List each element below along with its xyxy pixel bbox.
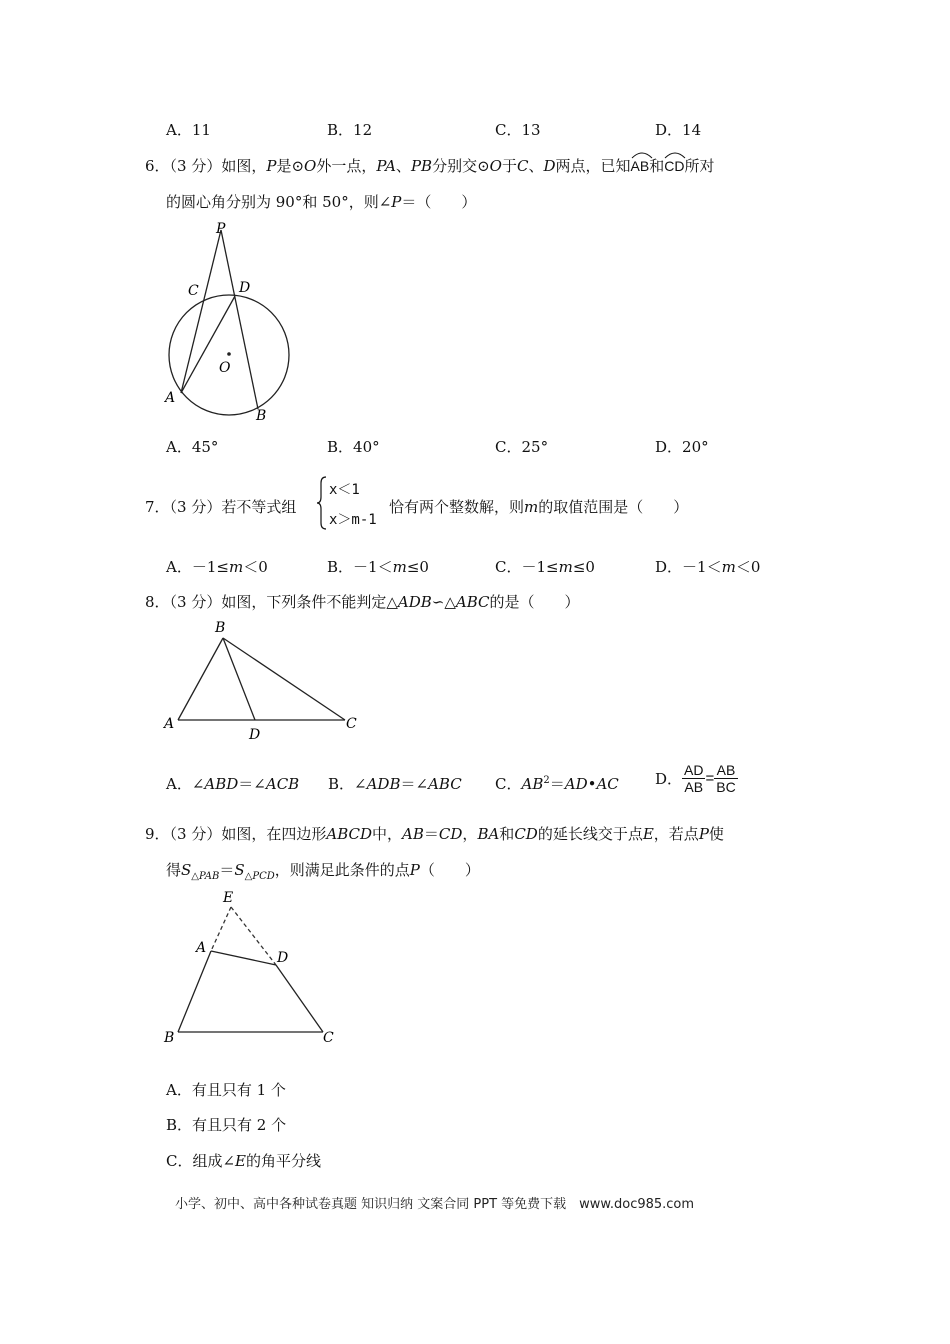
q7-text: 的取值范围是（ ） — [538, 498, 689, 516]
q6-text: 两点，已知 — [555, 157, 631, 175]
q7-var: m — [228, 558, 244, 576]
q8-label-d: D — [249, 727, 261, 743]
q9-var: E — [235, 1152, 246, 1170]
q6-var: P — [266, 157, 277, 175]
q5-option-b: B．12 — [327, 121, 373, 139]
q9-text: （3 分）如图，在四边形 — [169, 825, 327, 843]
q7-text: 恰有两个整数解，则 — [389, 498, 525, 516]
q9-var: AB — [402, 825, 424, 843]
q6-line-pb — [221, 230, 258, 409]
q6-arc-cd — [664, 155, 684, 174]
q9-option-b: B．有且只有 2 个 — [166, 1116, 287, 1134]
q9-opt-text: 的角平分线 — [246, 1152, 322, 1170]
q7-var: m — [392, 558, 407, 576]
q8-option-d — [655, 762, 738, 795]
q9-label-c: C — [323, 1030, 334, 1046]
q8-text: ∽△ — [431, 593, 456, 611]
q6-option-c: C．25° — [495, 438, 549, 456]
q8-var: ABC — [455, 593, 490, 611]
q7-system-line1: x＜1 — [329, 482, 360, 498]
q9-text: 的延长线交于点 — [537, 825, 643, 843]
q7-opt-text: A．－1≤ — [166, 558, 229, 576]
q6-label-p: P — [216, 221, 226, 237]
q7-number: 7． — [145, 498, 170, 516]
fraction-denominator: AB — [684, 779, 704, 795]
q6-var: PA — [376, 157, 396, 175]
q6-text: 的圆心角分别为 90°和 50°，则∠ — [166, 193, 392, 211]
q8-var: ABC — [428, 775, 462, 793]
fraction-numerator: AD — [684, 762, 704, 778]
q9-var: E — [642, 825, 654, 843]
q9-option-c — [166, 1150, 321, 1171]
q9-text: ，则满足此条件的点 — [274, 861, 410, 879]
q9-var: BA — [477, 825, 500, 843]
q6-text: 和 — [649, 157, 665, 175]
q8-var: ACB — [265, 775, 300, 793]
q7-option-d — [655, 556, 760, 577]
q7-line-tail — [389, 496, 688, 517]
q6-line1 — [145, 155, 714, 176]
fraction-denominator: BC — [716, 779, 736, 795]
q6-var: D — [543, 157, 556, 175]
q6-var: PB — [410, 157, 433, 175]
q7-var: m — [558, 558, 573, 576]
q6-label-a: A — [165, 390, 176, 406]
q8-label-c: C — [346, 716, 357, 732]
page-footer-ad: 小学、初中、高中各种试卷真题 知识归纳 文案合同 PPT 等免费下载 www.doc985.com — [175, 1197, 695, 1212]
q8-opt-text: ＝∠ — [400, 775, 429, 793]
q6-var: P — [391, 193, 402, 211]
q6-text: 、 — [528, 157, 544, 175]
q6-option-a: A．45° — [166, 438, 219, 456]
q6-line2 — [166, 191, 476, 212]
q9-line1 — [145, 823, 724, 844]
q8-label-b: B — [215, 620, 226, 636]
q9-opt-text: C．组成∠ — [166, 1152, 236, 1170]
q9-text: 和 — [499, 825, 515, 843]
q6-text: 外一点， — [316, 157, 377, 175]
q6-text: （3 分）如图， — [169, 157, 267, 175]
q8-label-a: A — [164, 716, 175, 732]
q6-label-o: O — [219, 360, 231, 376]
q5-option-c: C．13 — [495, 121, 541, 139]
q6-option-d: D．20° — [655, 438, 709, 456]
q6-label-b: B — [256, 408, 267, 424]
q8-text: 的是（ ） — [489, 593, 580, 611]
q9-text: ＝ — [219, 861, 235, 879]
q8-fraction-ab-bc — [714, 762, 737, 795]
q6-label-c: C — [188, 283, 199, 299]
q9-text: ＝ — [423, 825, 439, 843]
q7-option-a — [166, 556, 268, 577]
q9-dashed-ea — [211, 907, 231, 951]
q9-text: 得 — [166, 861, 182, 879]
q7-opt-text: ≤0 — [406, 558, 429, 576]
q8-opt-text: D． — [655, 770, 683, 788]
q9-var: ABCD — [326, 825, 373, 843]
arc-symbol-icon — [664, 151, 686, 159]
q8-var: ADB — [366, 775, 401, 793]
q8-var: ADB — [397, 593, 432, 611]
q8-fraction-ad-ab — [682, 762, 705, 795]
q6-var: C — [516, 157, 529, 175]
q8-opt-text: ＝ — [549, 775, 565, 793]
q6-text: 所对 — [684, 157, 715, 175]
q8-line-bc — [223, 638, 345, 720]
q7-opt-text: ＜0 — [243, 558, 268, 576]
q9-var: S — [234, 861, 245, 879]
q8-var: AB — [521, 775, 544, 793]
q6-var: O — [304, 157, 317, 175]
q7-opt-text: ≤0 — [572, 558, 595, 576]
q6-label-d: D — [239, 280, 251, 296]
q6-arc-cd-label: CD — [664, 158, 685, 174]
q9-var: P — [409, 861, 420, 879]
q8-opt-text: • — [587, 775, 597, 793]
q7-var: m — [524, 498, 539, 516]
q9-text: （ ） — [419, 861, 480, 879]
q7-opt-text: B．－1＜ — [327, 558, 393, 576]
q9-subscript: △PCD — [244, 871, 275, 882]
q8-equals: = — [705, 770, 715, 787]
q8-var: AC — [596, 775, 619, 793]
q7-option-c — [495, 556, 595, 577]
q6-option-b: B．40° — [327, 438, 380, 456]
q9-text: 使 — [708, 825, 724, 843]
q8-superscript: 2 — [543, 775, 550, 786]
arc-symbol-icon — [631, 151, 653, 159]
q8-line-ba — [178, 638, 223, 720]
q9-number: 9． — [145, 825, 170, 843]
q8-text: （3 分）如图，下列条件不能判定△ — [169, 593, 398, 611]
q9-label-e: E — [223, 890, 234, 906]
q6-arc-ab-label: AB — [630, 158, 650, 174]
q7-opt-text: D．－1＜ — [655, 558, 722, 576]
q9-label-b: B — [164, 1030, 175, 1046]
q9-text: ，若点 — [653, 825, 699, 843]
q6-circle-figure — [155, 215, 305, 430]
q7-opt-text: ＜0 — [735, 558, 761, 576]
q8-opt-text: B．∠ — [328, 775, 367, 793]
q8-option-b — [328, 773, 462, 794]
q9-line2 — [166, 859, 480, 882]
q7-brace-icon — [316, 475, 328, 531]
q9-line-ab — [178, 951, 211, 1032]
q5-option-d: D．14 — [655, 121, 702, 139]
q6-var: O — [489, 157, 502, 175]
q9-var: CD — [514, 825, 538, 843]
q7-option-b — [327, 556, 429, 577]
q8-option-a — [166, 773, 299, 794]
q7-opt-text: C．－1≤ — [495, 558, 559, 576]
q6-text: 分别交⊙ — [432, 157, 490, 175]
q5-option-a: A．11 — [166, 121, 211, 139]
q8-opt-text: C． — [495, 775, 522, 793]
q9-quadrilateral-figure — [160, 885, 350, 1050]
q9-option-a: A．有且只有 1 个 — [166, 1081, 286, 1099]
q8-triangle-figure — [160, 615, 370, 745]
q9-subscript: △PAB — [191, 871, 220, 882]
q7-system-line2: x＞m-1 — [329, 512, 377, 528]
q6-text: 是⊙ — [276, 157, 305, 175]
q8-var: ABD — [204, 775, 239, 793]
q9-label-a: A — [196, 940, 207, 956]
q7-var: m — [721, 558, 736, 576]
q9-label-d: D — [277, 950, 289, 966]
q6-number: 6． — [145, 157, 170, 175]
q6-text: 、 — [395, 157, 411, 175]
q8-opt-text: A．∠ — [166, 775, 205, 793]
q6-text: 于 — [501, 157, 517, 175]
q9-line-dc — [276, 965, 323, 1032]
q8-number: 8． — [145, 593, 170, 611]
q9-text: ， — [462, 825, 478, 843]
q6-arc-ab — [631, 155, 650, 174]
q8-line — [145, 591, 580, 612]
q8-opt-text: ＝∠ — [238, 775, 266, 793]
q9-var: CD — [438, 825, 463, 843]
q8-var: AD — [564, 775, 588, 793]
q7-line — [145, 496, 296, 517]
q8-line-bd — [223, 638, 255, 720]
fraction-numerator: AB — [714, 762, 737, 779]
q7-text: （3 分）若不等式组 — [169, 498, 297, 516]
q8-option-c — [495, 773, 619, 794]
q6-center-dot — [227, 352, 231, 356]
q6-text: ＝（ ） — [401, 193, 477, 211]
q9-var: S — [181, 861, 192, 879]
q9-var: P — [698, 825, 709, 843]
q9-text: 中， — [372, 825, 403, 843]
